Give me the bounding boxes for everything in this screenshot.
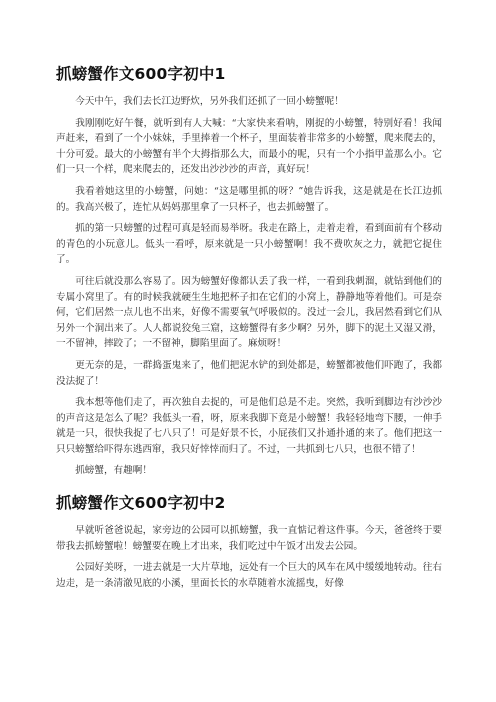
paragraph: 早就听爸爸说起，家旁边的公园可以抓螃蟹，我一直惦记着这件事。今天，爸爸终于要带我去抓螃蟹啦！螃蟹要在晚上才出来，我们吃过中午饭才出发去公园。 <box>56 525 442 552</box>
paragraph: 公园好美呀，一进去就是一大片草地，远处有一个巨大的风车在风中缓缓地转动。往右边走，是一条清澈见底的小溪，里面长长的水草随着水流摇曳，好像 <box>56 562 442 589</box>
paragraph: 我本想等他们走了，再次独自去捉的，可是他们总是不走。突然，我听到脚边有沙沙沙的声音这是怎么了呢？我低头一看，呀，原来我脚下竟是小螃蟹！我轻轻地弯下腰，一伸手就是一只，很快我捉了七八只了！可是好景不长，小屁孩们又扑通扑通的来了。他们把这一只只螃蟹给吓得东逃西窜，我只好悻悻而归了。不过，一共抓到七八只，也很不错了！ <box>56 397 442 455</box>
article-title-2: 抓螃蟹作文600字初中2 <box>56 494 226 513</box>
paragraph: 我看着她这里的小螃蟹，问她：“这是哪里抓的呀？”她告诉我，这是就是在长江边抓的。我高兴极了，连忙从妈妈那里拿了一只杯子，也去抓螃蟹了。 <box>56 185 442 213</box>
paragraph: 我刚刚吃好午餐，就听到有人大喊：“大家快来看呐，刚捉的小螃蟹，特别好看！我闻声赶来，看到了一个小妹妹，手里捧着一个杯子，里面装着非常多的小螃蟹，爬来爬去的，十分可爱。最大的小螃蟹有半个大拇指那么大，而最小的呢，只有一个小指甲盖那么小。它们一只一个样，爬来爬去的，还发出沙沙沙的声音，真好玩！ <box>56 117 442 176</box>
paragraph: 更无奈的是，一群捣蛋鬼来了，他们把泥水铲的到处都是，螃蟹都被他们吓跑了，我都没法捉了！ <box>56 359 442 387</box>
paragraph: 今天中午，我们去长江边野炊，另外我们还抓了一回小螃蟹呢！ <box>75 96 344 107</box>
paragraph: 抓的第一只螃蟹的过程可真是轻而易举呀。我走在路上，走着走着，看到面前有个移动的青色的小玩意儿。低头一看呼，原来就是一只小螃蟹啊！我不费吹灰之力，就把它捉住了。 <box>56 223 442 266</box>
article-title-1: 抓螃蟹作文600字初中1 <box>56 65 226 83</box>
paragraph: 抓螃蟹，有趣啊！ <box>75 465 152 477</box>
paragraph: 可往后就没那么容易了。因为螃蟹好像都认丢了我一样，一看到我刺溜，就钻到他们的专属小窝里了。有的时候我就硬生生地把杯子扣在它们的小窝上，静静地等着他们。可是奈何，它们居然一点儿也不出来，好像不需要氧气呼吸似的。没过一会儿，我居然看到它们从另外一个洞出来了。人人都说狡兔三窟，这螃蟹得有多少啊？另外，脚下的泥土又湿又滑，一不留神，摔跤了；一不留神，脚陷里面了。麻烦呀！ <box>56 275 442 350</box>
document-page <box>56 56 442 597</box>
